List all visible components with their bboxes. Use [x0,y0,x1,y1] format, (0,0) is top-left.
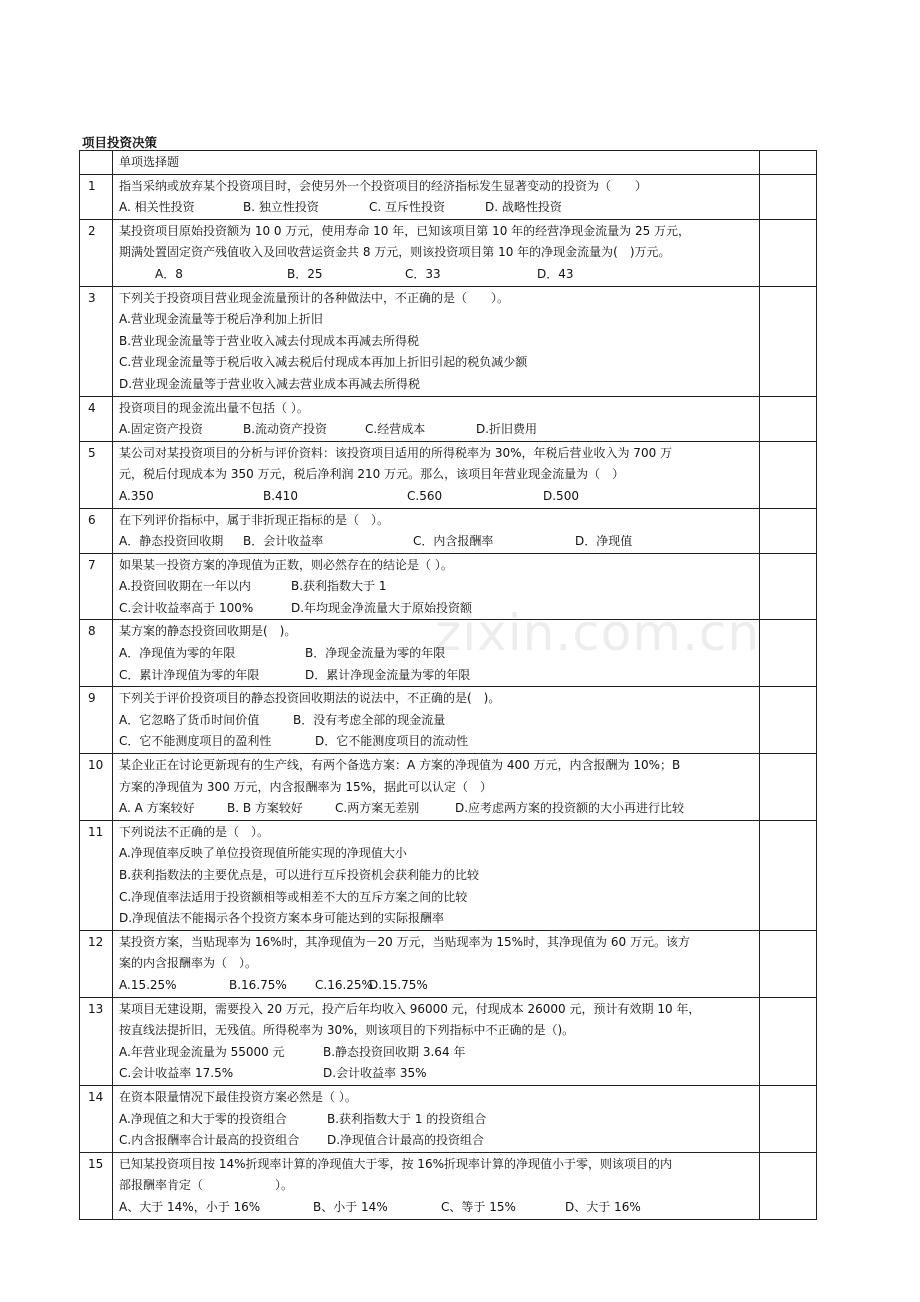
answer-cell [760,174,817,219]
question-text: 方案的净现值为 300 万元，内含报酬率为 15%，据此可以认定（ ） [119,779,493,794]
question-text: 某项目无建设期，需要投入 20 万元，投产后年均收入 96000 元，付现成本 26000 元，预计有效期 10 年， [119,1001,701,1016]
answer-option: D.净现值合计最高的投资组合 [327,1133,485,1148]
answer-option: C．内含报酬率 [413,534,494,549]
answer-option: D．它不能测度项目的流动性 [315,734,469,749]
answer-cell [760,754,817,821]
answer-option: C.营业现金流量等于税后收入减去税后付现成本再加上折旧引起的税负减少额 [119,355,528,370]
option-row [119,264,759,286]
answer-cell [760,508,817,553]
question-row [80,820,817,930]
answer-option: C．它不能测度项目的盈利性 [119,734,272,749]
question-body [113,219,760,286]
answer-option: D．累计净现金流量为零的年限 [305,667,471,682]
question-body [113,930,760,997]
answer-option: A、大于 14%，小于 16% [119,1199,261,1214]
question-number: 9 [80,687,113,754]
option-row [119,887,759,909]
answer-option: D.年均现金净流量大于原始投资额 [291,600,473,615]
answer-cell [760,620,817,687]
answer-option: B.流动资产投资 [243,422,328,437]
question-row [80,620,817,687]
question-row [80,1152,817,1219]
answer-option: A.净现值率反映了单位投资现值所能实现的净现值大小 [119,846,407,861]
question-text: 某企业正在讨论更新现有的生产线，有两个备选方案：A 方案的净现值为 400 万元，内含报酬为 10%；B [119,758,681,773]
answer-option: A.年营业现金流量为 55000 元 [119,1044,285,1059]
question-body [113,508,760,553]
answer-option: C．累计净现值为零的年限 [119,667,260,682]
option-row [119,665,759,687]
answer-option: D．43 [537,266,574,281]
question-number: 2 [80,219,113,286]
watermark: zixin.com.cn [435,604,761,662]
question-text: 案的内含报酬率为（ ）。 [119,956,258,971]
answer-option: A．它忽略了货币时间价值 [119,712,260,727]
question-text: 投资项目的现金流出量不包括（ ）。 [119,400,309,415]
question-body [113,174,760,219]
answer-option: D.净现值法不能揭示各个投资方案本身可能达到的实际报酬率 [119,911,445,926]
question-number: 1 [80,174,113,219]
answer-option: C.560 [407,488,443,503]
question-text: 元，税后付现成本为 350 万元，税后净利润 210 万元。那么，该项目年营业现金流量为（ ） [119,467,625,482]
question-text: 已知某投资项目按 14%折现率计算的净现值大于零，按 16%折现率计算的净现值小于零，则该项目的内 [119,1156,672,1171]
answer-option: C.两方案无差别 [335,801,420,816]
question-text: 如果某一投资方案的净现值为正数，则必然存在的结论是（ ）。 [119,557,453,572]
option-row [119,531,759,553]
question-body [113,1085,760,1152]
question-body [113,1152,760,1219]
question-row [80,553,817,620]
option-row [119,1197,759,1219]
question-text: 某方案的静态投资回收期是( )。 [119,624,297,639]
question-text: 在资本限量情况下最佳投资方案必然是（ ）。 [119,1089,357,1104]
question-text: 在下列评价指标中，属于非折现正指标的是（ ）。 [119,512,390,527]
question-row [80,997,817,1085]
option-row [119,374,759,396]
answer-option: C.净现值率法适用于投资额相等或相差不大的互斥方案之间的比较 [119,889,468,904]
answer-option: B. B 方案较好 [227,801,303,816]
question-row [80,286,817,396]
answer-option: A. A 方案较好 [119,801,195,816]
document-title: 项目投资决策 [82,135,158,150]
answer-option: D．净现值 [575,534,633,549]
question-row [80,219,817,286]
answer-option: C.会计收益率 17.5% [119,1066,234,1081]
option-row [119,975,759,997]
question-text: 按直线法提折旧，无残值。所得税率为 30%，则该项目的下列指标中不正确的是（)。 [119,1023,575,1038]
answer-option: C.16.25% [315,977,373,992]
question-number: 5 [80,441,113,508]
question-number: 13 [80,997,113,1085]
answer-option: D.营业现金流量等于营业收入减去营业成本再减去所得税 [119,376,421,391]
answer-option: D.15.75% [369,977,428,992]
question-text: 某公司对某投资项目的分析与评价资料：该投资项目适用的所得税率为 30%，年税后营业收入为 700 万 [119,445,673,460]
question-text: 下列关于评价投资项目的静态投资回收期法的说法中，不正确的是( )。 [119,691,501,706]
answer-option: D、大于 16% [565,1199,641,1214]
answer-option: A．静态投资回收期 [119,534,224,549]
answer-option: C.经营成本 [365,422,426,437]
answer-option: C.会计收益率高于 100% [119,600,254,615]
answer-option: D. 战略性投资 [485,200,562,215]
question-body [113,396,760,441]
option-row [119,598,759,620]
answer-option: C. 互斥性投资 [369,200,446,215]
answer-option: A.15.25% [119,977,177,992]
answer-option: C.内含报酬率合计最高的投资组合 [119,1133,300,1148]
question-row [80,174,817,219]
option-row [119,710,759,732]
answer-option: B．净现金流量为零的年限 [305,646,446,661]
answer-cell [760,997,817,1085]
answer-cell [760,396,817,441]
question-body [113,441,760,508]
answer-cell [760,687,817,754]
question-body [113,754,760,821]
header-number-cell [80,151,113,175]
answer-option: A．净现值为零的年限 [119,646,236,661]
answer-cell [760,219,817,286]
header-extra-cell [760,151,817,175]
answer-cell [760,553,817,620]
question-number: 3 [80,286,113,396]
option-row [119,331,759,353]
answer-option: B．会计收益率 [243,534,324,549]
question-number: 8 [80,620,113,687]
option-row [119,197,759,219]
answer-option: A.净现值之和大于零的投资组合 [119,1111,287,1126]
question-number: 15 [80,1152,113,1219]
question-body [113,687,760,754]
question-body [113,553,760,620]
question-text: 期满处置固定资产残值收入及回收营运资金共 8 万元，则该投资项目第 10 年的净现金流量为( )万元。 [119,245,671,260]
option-row [119,843,759,865]
answer-option: D.应考虑两方案的投资额的大小再进行比较 [455,801,685,816]
question-body [113,620,760,687]
answer-option: C、等于 15% [441,1199,516,1214]
question-text: 下列说法不正确的是（ ）。 [119,824,270,839]
answer-option: B.16.75% [229,977,287,992]
option-row [119,798,759,820]
header-row [80,151,817,175]
question-row [80,441,817,508]
question-text: 某投资项目原始投资额为 10 0 万元，使用寿命 10 年，已知该项目第 10 年的经营净现金流量为 25 万元， [119,223,691,238]
question-row [80,396,817,441]
answer-option: D.折旧费用 [476,422,538,437]
answer-option: D.会计收益率 35% [323,1066,427,1081]
question-number: 14 [80,1085,113,1152]
question-number: 7 [80,553,113,620]
question-number: 6 [80,508,113,553]
answer-cell [760,930,817,997]
option-row [119,643,759,665]
answer-option: A.350 [119,488,154,503]
question-table [79,150,817,1220]
answer-cell [760,286,817,396]
answer-option: B. 独立性投资 [243,200,319,215]
answer-cell [760,1152,817,1219]
option-row [119,731,759,753]
question-number: 12 [80,930,113,997]
option-row [119,486,759,508]
answer-option: C．33 [405,266,441,281]
option-row [119,576,759,598]
answer-option: B、小于 14% [313,1199,388,1214]
answer-cell [760,820,817,930]
question-row [80,508,817,553]
question-row [80,754,817,821]
answer-option: A．8 [155,266,183,281]
question-text: 下列关于投资项目营业现金流量预计的各种做法中，不正确的是（ ）。 [119,290,510,305]
option-row [119,1109,759,1131]
answer-option: A.投资回收期在一年以内 [119,579,251,594]
option-row [119,309,759,331]
answer-option: B.获利指数法的主要优点是，可以进行互斥投资机会获利能力的比较 [119,868,480,882]
answer-option: B．没有考虑全部的现金流量 [293,712,446,727]
answer-option: B.营业现金流量等于营业收入减去付现成本再减去所得税 [119,333,420,348]
answer-option: B.获利指数大于 1 [291,579,387,594]
question-number: 10 [80,754,113,821]
question-row [80,687,817,754]
option-row [119,1042,759,1064]
option-row [119,1063,759,1085]
option-row [119,419,759,441]
answer-option: B.静态投资回收期 3.64 年 [323,1044,466,1059]
answer-option: B．25 [287,266,323,281]
option-row [119,908,759,930]
answer-option: B.获利指数大于 1 的投资组合 [327,1111,487,1126]
option-row [119,1130,759,1152]
answer-cell [760,441,817,508]
question-row [80,930,817,997]
question-number: 11 [80,820,113,930]
question-number: 4 [80,396,113,441]
option-row [119,865,759,887]
answer-option: A.固定资产投资 [119,422,203,437]
question-body [113,997,760,1085]
option-row [119,352,759,374]
answer-cell [760,1085,817,1152]
answer-option: A.营业现金流量等于税后净利加上折旧 [119,312,323,327]
question-row [80,1085,817,1152]
section-label: 单项选择题 [113,151,760,175]
question-text: 某投资方案，当贴现率为 16%时，其净现值为－20 万元，当贴现率为 15%时，其净现值为 60 万元。该方 [119,934,690,949]
answer-option: D.500 [543,488,579,503]
answer-option: A. 相关性投资 [119,200,195,215]
question-text: 指当采纳或放弃某个投资项目时，会使另外一个投资项目的经济指标发生显著变动的投资为（ ） [119,178,648,193]
question-body [113,820,760,930]
question-text: 部报酬率肯定（ ）。 [119,1178,294,1193]
answer-option: B.410 [263,488,298,503]
question-body [113,286,760,396]
